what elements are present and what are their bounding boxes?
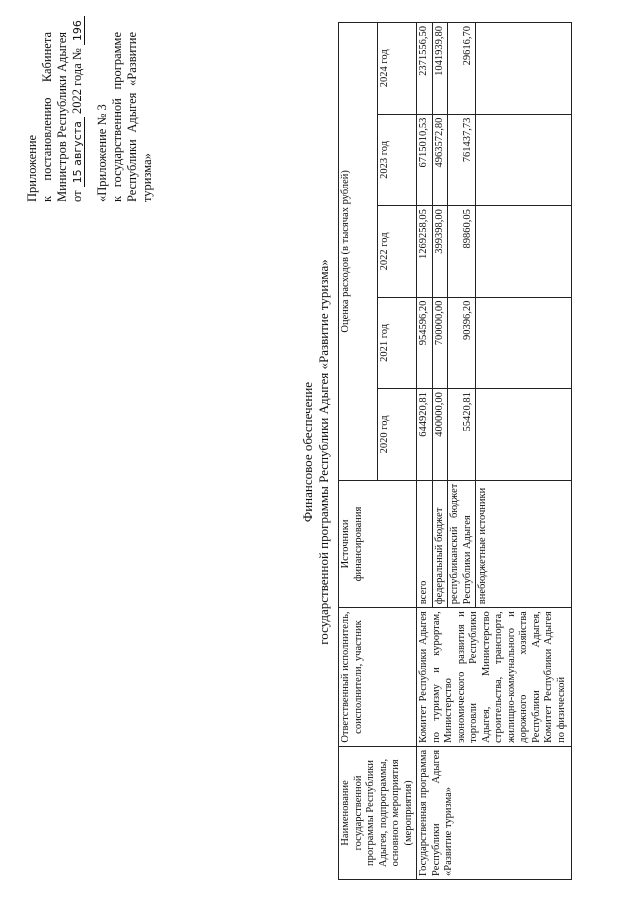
appendix-label: Приложение <box>25 134 39 202</box>
value-cell: 29616,70 <box>448 23 476 115</box>
source-cell: республиканский бюджет Республики Адыгея <box>448 480 476 608</box>
table-row <box>417 23 433 880</box>
handwritten-date: 15 августа <box>71 117 85 187</box>
value-cell: 90396,20 <box>448 297 476 389</box>
value-cell: 1269258,05 <box>417 206 433 298</box>
value-cell: 399398,00 <box>432 206 448 298</box>
financing-table <box>338 22 572 880</box>
resolution-ref: к постановлению Кабинета <box>40 32 54 202</box>
value-cell <box>476 297 572 389</box>
value-cell <box>476 206 572 298</box>
value-cell: 761437,73 <box>448 114 476 206</box>
cabinet-ref: Министров Республики Адыгея <box>55 32 69 202</box>
value-cell: 700000,00 <box>432 297 448 389</box>
document-page <box>20 12 620 892</box>
date-number-line <box>70 20 85 202</box>
handwritten-number: 196 <box>71 16 85 45</box>
value-cell: 954596,20 <box>417 297 433 389</box>
annex-number: «Приложение № 3 <box>95 104 109 202</box>
source-cell: всего <box>417 480 433 608</box>
annex-republic: Республики Адыгея «Развитие <box>125 32 139 202</box>
annex-program-ref: к государственной программе <box>110 32 124 202</box>
value-cell: 400000,00 <box>432 389 448 481</box>
year-2024: 2024 год <box>378 23 417 115</box>
value-cell: 6715010,53 <box>417 114 433 206</box>
value-cell <box>476 23 572 115</box>
document-title <box>300 12 332 892</box>
value-cell: 55420,81 <box>448 389 476 481</box>
year-2023: 2023 год <box>378 114 417 206</box>
value-cell: 1041939,80 <box>432 23 448 115</box>
header-name: Наименование государственной программы Республики Адыгея, подпрограммы, основного мероприятия (мероприятия) <box>339 746 417 879</box>
appendix-header <box>25 20 155 202</box>
year-2022: 2022 год <box>378 206 417 298</box>
program-name-cell: Государственная программа Республики Адыгея «Развитие туризма» <box>417 746 572 879</box>
date-prefix: от <box>70 190 84 202</box>
value-cell: 89860,05 <box>448 206 476 298</box>
responsible-cell: Комитет Республики Адыгея по туризму и курортам, Министерство экономического развития и торговли Республики Адыгея, Министерство строительства, транспорта, жилищно-коммунального и дорожного хозяйства Республики Адыгея, Комитет Республики Адыгея по физической <box>417 608 572 747</box>
header-source: Источники финансирования <box>339 480 417 608</box>
header-responsible: Ответственный исполнитель, соисполнители, участник <box>339 608 417 747</box>
annex-tourism: туризма» <box>140 153 154 202</box>
value-cell <box>476 389 572 481</box>
year-label: 2022 года № <box>70 48 84 114</box>
title-line-2: государственной программы Республики Адыгея «Развитие туризма» <box>316 259 331 645</box>
source-cell: внебюджетные источники <box>476 480 572 608</box>
value-cell: 4963572,80 <box>432 114 448 206</box>
value-cell <box>476 114 572 206</box>
year-2020: 2020 год <box>378 389 417 481</box>
value-cell: 644920,81 <box>417 389 433 481</box>
value-cell: 2371556,50 <box>417 23 433 115</box>
source-cell: федеральный бюджет <box>432 480 448 608</box>
title-line-1: Финансовое обеспечение <box>300 381 315 523</box>
header-estimate: Оценка расходов (в тысячах рублей) <box>339 23 378 481</box>
year-2021: 2021 год <box>378 297 417 389</box>
table-header-row <box>339 23 378 880</box>
